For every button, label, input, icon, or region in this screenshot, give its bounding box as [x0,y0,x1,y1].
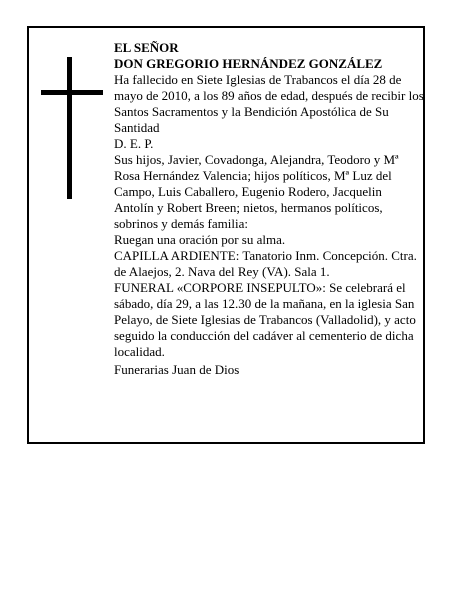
deceased-name: DON GREGORIO HERNÁNDEZ GONZÁLEZ [114,56,383,71]
death-info: Ha fallecido en Siete Iglesias de Trabancos el día 28 de mayo de 2010, a los 89 años de edad, después de recibir los Santos Sacramentos y la Bendición Apostólica de Su Santidad [114,72,424,135]
title-line-1: EL SEÑOR [114,40,179,55]
cross-horizontal-bar [41,90,103,95]
chapel-info: CAPILLA ARDIENTE: Tanatorio Inm. Concepción. Ctra. de Alaejos, 2. Nava del Rey (VA). Sala 1. [114,248,417,279]
obituary-notice [27,26,425,444]
prayer-request: Ruegan una oración por su alma. [114,232,286,247]
rip-text: D. E. P. [114,136,154,151]
cross-icon [41,57,103,199]
funeral-info: FUNERAL «CORPORE INSEPULTO»: Se celebrará el sábado, día 29, a las 12.30 de la mañana, en la iglesia San Pelayo, de Siete Iglesias de Trabancos (Valladolid), y acto seguido la conducción del cadáver al cementerio de dicha localidad. [114,280,416,359]
funeral-home: Funerarias Juan de Dios [114,362,240,377]
notice-text [114,40,424,378]
family-list: Sus hijos, Javier, Covadonga, Alejandra, Teodoro y Mª Rosa Hernández Valencia; hijos políticos, Mª Luz del Campo, Luis Caballero, Eugenio Rodero, Jacquelin Antolín y Robert Breen; nietos, hermanos políticos, sobrinos y demás familia: [114,152,399,231]
cross-vertical-bar [67,57,72,199]
